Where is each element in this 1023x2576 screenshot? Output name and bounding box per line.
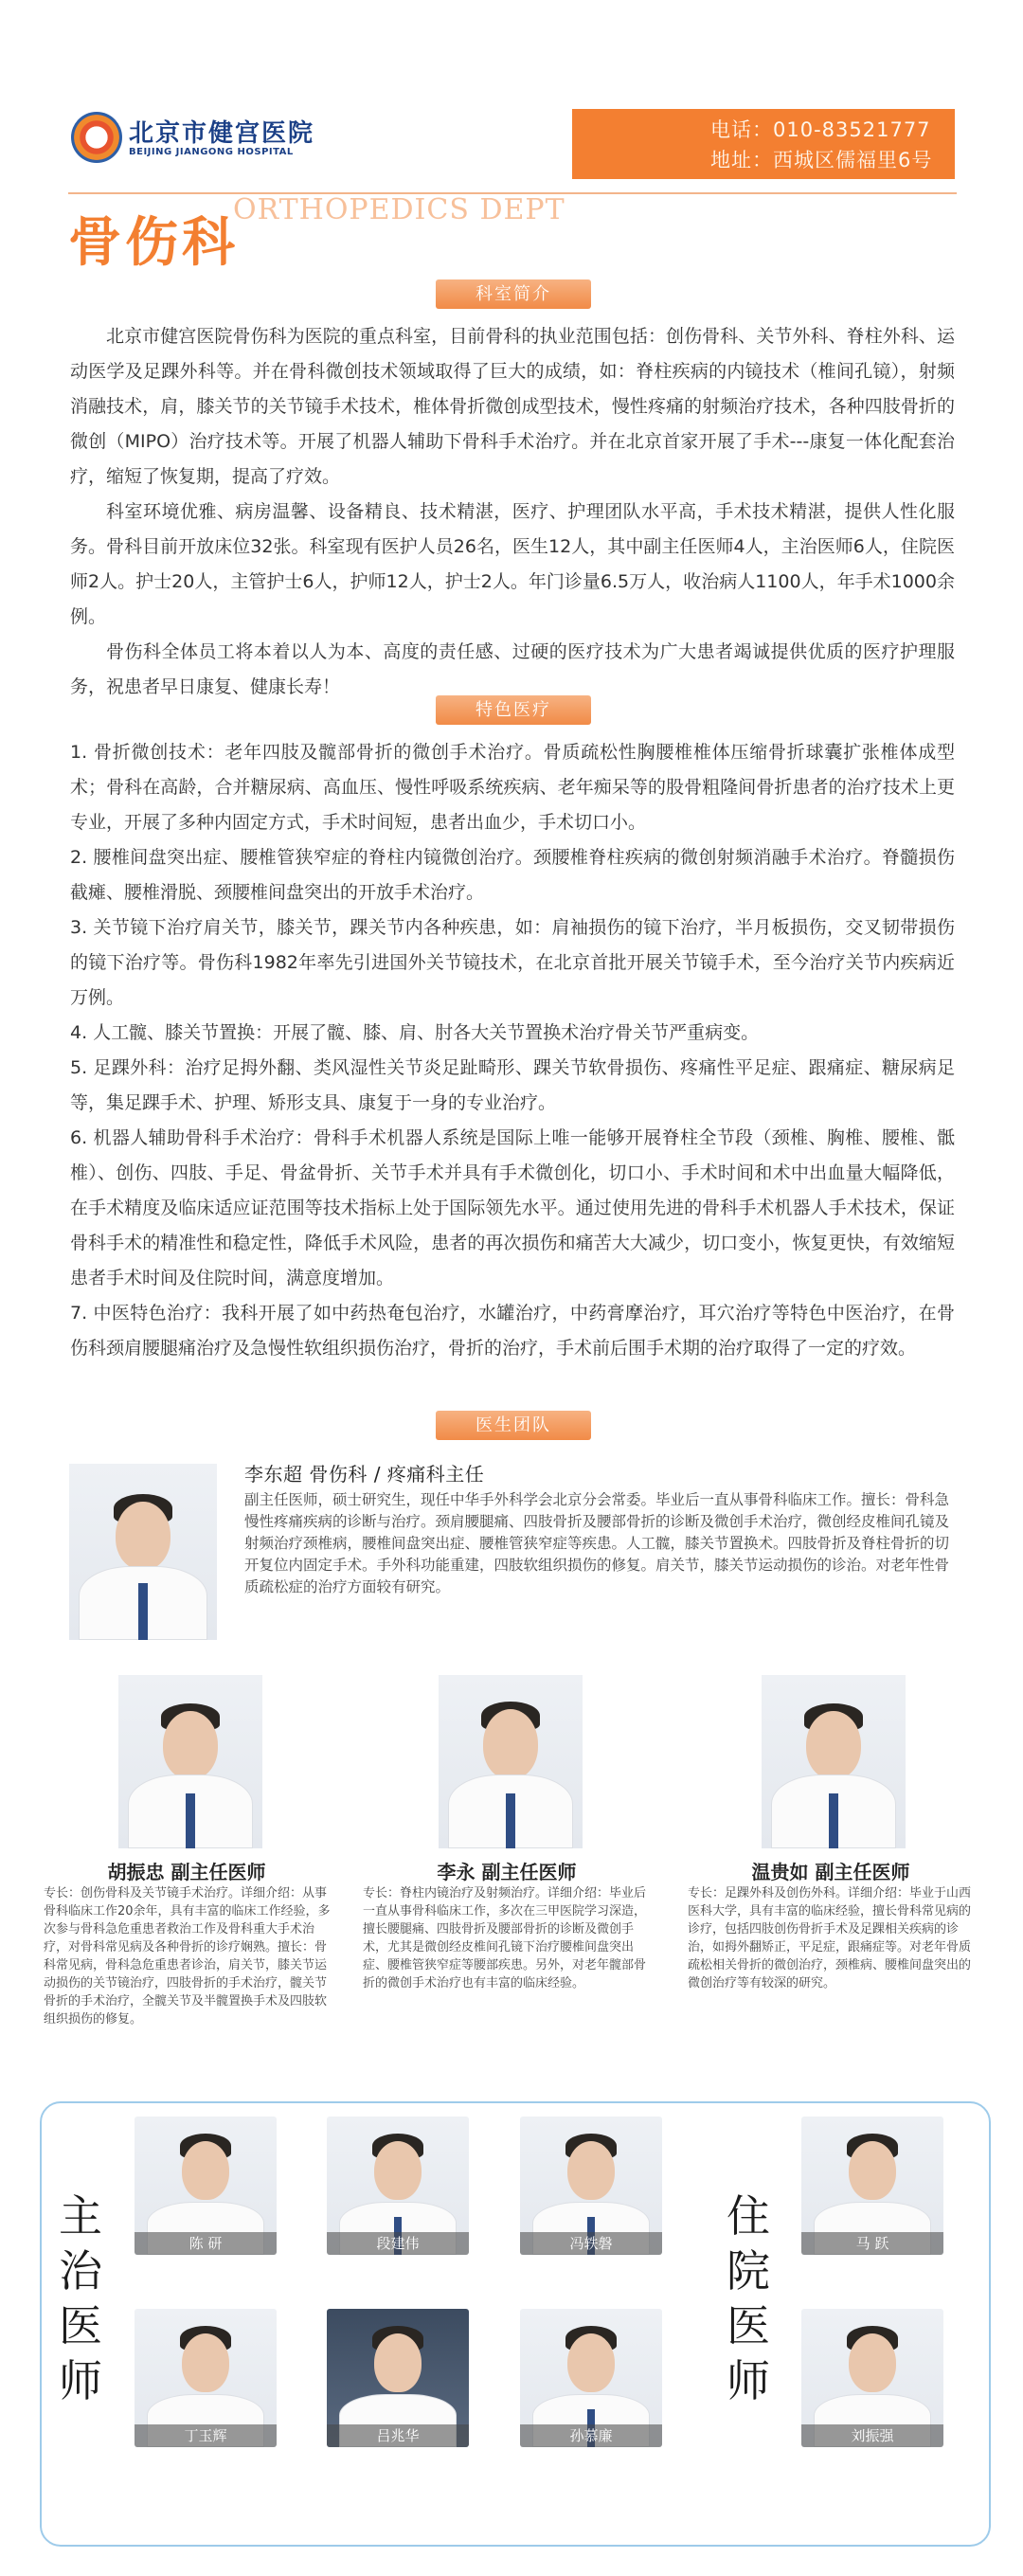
doctor-desc: 专长：创伤骨科及关节镜手术治疗。详细介绍：从事骨科临床工作20余年，具有丰富的临床工作经验，多次参与骨科急危重患者救治工作及骨科重大手术治疗，对骨科常见病及各种骨折的诊疗娴熟。擅长：骨科常见病，骨科急危重患者诊治，肩关节，膝关节运动损伤的关节镜治疗，四肢骨折的手术治疗，髋关节骨折的手术治疗，全髋关节及半髋置换手术及四肢软组织损伤的修复。: [44, 1886, 331, 2027]
doctor-name: 温贵如 副主任医师: [751, 1861, 910, 1883]
section-title: 特色医疗: [476, 700, 551, 720]
doctor-name: 李永 副主任医师: [437, 1861, 577, 1883]
section-header-team: [436, 1411, 591, 1440]
intro-paragraph: 科室环境优雅、病房温馨、设备精良、技术精湛，医疗、护理团队水平高，手术技术精湛，提供人性化服务。骨科目前开放床位32张。科室现有医护人员26名，医生12人，其中副主任医师4人，主治医师6人，住院医师2人。护士20人，主管护士6人，护师12人，护士2人。年门诊量6.5万人，收治病人1100人，年手术1000余例。: [70, 501, 955, 627]
hospital-name: 北京市健宫医院: [129, 119, 315, 148]
team-member-name: 陈 研: [135, 2232, 277, 2255]
feature-item: 1. 骨折微创技术：老年四肢及髋部骨折的微创手术治疗。骨质疏松性胸腰椎椎体压缩骨折球囊扩张椎体成型术；骨科在高龄，合并糖尿病、高血压、慢性呼吸系统疾病、老年痴呆等的股骨粗隆间骨折患者的治疗技术上更专业，开展了多种内固定方式，手术时间短，患者出血少，手术切口小。: [70, 742, 955, 833]
feature-item: 6. 机器人辅助骨科手术治疗：骨科手术机器人系统是国际上唯一能够开展脊柱全节段（颈椎、胸椎、腰椎、骶椎）、创伤、四肢、手足、骨盆骨折、关节手术并具有手术微创化，切口小、手术时间和术中出血量大幅降低，在手术精度及临床适应证范围等技术指标上处于国际领先水平。通过使用先进的骨科手术机器人手术技术，保证骨科手术的精准性和稳定性，降低手术风险，患者的再次损伤和痛苦大大减少，切口变小，恢复更快，有效缩短患者手术时间及住院时间，满意度增加。: [70, 1127, 955, 1288]
doctor-name: 胡振忠 副主任医师: [107, 1861, 266, 1883]
team-member-name: 孙慕廉: [520, 2424, 662, 2447]
page-header: [0, 0, 1023, 189]
feature-item: 3. 关节镜下治疗肩关节，膝关节，踝关节内各种疾患，如：肩袖损伤的镜下治疗，半月板损伤，交叉韧带损伤的镜下治疗等。骨伤科1982年率先引进国外关节镜技术，在北京首批开展关节镜手术，至今治疗关节内疾病近万例。: [70, 917, 955, 1008]
doctor-photo: [439, 1675, 583, 1848]
team-member-card: [801, 2117, 943, 2255]
team-member-card: [520, 2309, 662, 2447]
dept-title-en: ORTHOPEDICS DEPT: [233, 193, 565, 226]
feature-item: 2. 腰椎间盘突出症、腰椎管狭窄症的脊柱内镜微创治疗。颈腰椎脊柱疾病的微创射频消融手术治疗。脊髓损伤截瘫、腰椎滑脱、颈腰椎间盘突出的开放手术治疗。: [70, 847, 955, 903]
team-member-card: [135, 2309, 277, 2447]
feature-item: 4. 人工髋、膝关节置换：开展了髋、膝、肩、肘各大关节置换术治疗骨关节严重病变。: [70, 1022, 760, 1043]
team-member-card: [327, 2309, 469, 2447]
team-member-card: [801, 2309, 943, 2447]
intro-paragraph: 骨伤科全体员工将本着以人为本、高度的责任感、过硬的医疗技术为广大患者竭诚提供优质的医疗护理服务，祝患者早日康复、健康长寿！: [70, 641, 955, 697]
team-member-name: 丁玉辉: [135, 2424, 277, 2447]
doctor-photo: [762, 1675, 906, 1848]
features-list: [70, 735, 955, 1366]
doctor-photo: [118, 1675, 262, 1848]
team-member-name: 刘振强: [801, 2424, 943, 2447]
team-member-name: 吕兆华: [327, 2424, 469, 2447]
section-title: 医生团队: [476, 1415, 551, 1435]
hospital-name-en: BEIJING JIANGONG HOSPITAL: [129, 147, 294, 157]
intro-text: [70, 319, 955, 705]
lead-doctor-desc: 副主任医师，硕士研究生，现任中华手外科学会北京分会常委。毕业后一直从事骨科临床工作。擅长：骨科急慢性疼痛疾病的诊断与治疗。颈肩腰腿痛、四肢骨折及腰部骨折的诊断及微创手术治疗，微创经皮椎间孔镜及射频治疗颈椎病，腰椎间盘突出症、腰椎管狭窄症等疾患。人工髋，膝关节置换术。四肢骨折及脊柱骨折的切开复位内固定手术。手外科功能重建，四肢软组织损伤的修复。肩关节，膝关节运动损伤的诊治。对老年性骨质疏松症的治疗方面较有研究。: [244, 1491, 950, 1595]
address-text: 地址：西城区儒福里6号: [710, 149, 933, 171]
feature-item: 5. 足踝外科：治疗足拇外翻、类风湿性关节炎足趾畸形、踝关节软骨损伤、疼痛性平足症、跟痛症、糖尿病足等，集足踝手术、护理、矫形支具、康复于一身的专业治疗。: [70, 1057, 955, 1113]
team-member-name: 段建伟: [327, 2232, 469, 2255]
section-title: 科室简介: [476, 284, 551, 304]
lead-doctor-name: 李东超 骨伤科 / 疼痛科主任: [244, 1463, 485, 1486]
attending-label: 主 治 医 师: [59, 2190, 102, 2406]
team-member-name: 冯轶磐: [520, 2232, 662, 2255]
team-member-name: 马 跃: [801, 2232, 943, 2255]
team-member-card: [520, 2117, 662, 2255]
team-member-card: [327, 2117, 469, 2255]
intro-paragraph: 北京市健宫医院骨伤科为医院的重点科室，目前骨科的执业范围包括：创伤骨科、关节外科、脊柱外科、运动医学及足踝外科等。并在骨科微创技术领域取得了巨大的成绩，如：脊柱疾病的内镜技术（椎间孔镜），射频消融技术，肩，膝关节的关节镜手术技术，椎体骨折微创成型技术，慢性疼痛的射频治疗技术，各种四肢骨折的微创（MIPO）治疗技术等。开展了机器人辅助下骨科手术治疗。并在北京首家开展了手术---康复一体化配套治疗，缩短了恢复期，提高了疗效。: [70, 326, 955, 487]
section-header-intro: [436, 279, 591, 309]
hospital-logo-icon: [71, 112, 122, 163]
section-header-features: [436, 695, 591, 725]
phone-text: 电话：010-83521777: [710, 118, 931, 141]
feature-item: 7. 中医特色治疗：我科开展了如中药热奄包治疗，水罐治疗，中药膏摩治疗，耳穴治疗等特色中医治疗，在骨伤科颈肩腰腿痛治疗及急慢性软组织损伤治疗，骨折的治疗，手术前后围手术期的治疗取得了一定的疗效。: [70, 1303, 955, 1359]
lead-doctor-photo: [69, 1464, 217, 1640]
doctor-desc: 专长：足踝外科及创伤外科。详细介绍：毕业于山西医科大学，具有丰富的临床经验，擅长骨科常见病的诊疗，包括四肢创伤骨折手术及足踝相关疾病的诊治，如拇外翻矫正，平足症，跟痛症等。对老年骨质疏松相关骨折的微创治疗，颈椎病、腰椎间盘突出的微创治疗等有较深的研究。: [688, 1886, 972, 1991]
dept-title: 骨伤科: [68, 212, 239, 274]
contact-box: [572, 109, 955, 179]
resident-label: 住 院 医 师: [727, 2190, 770, 2406]
doctor-desc: 专长：脊柱内镜治疗及射频治疗。详细介绍：毕业后一直从事骨科临床工作，多次在三甲医院学习深造，擅长腰腿痛、四肢骨折及腰部骨折的诊断及微创手术，尤其是微创经皮椎间孔镜下治疗腰椎间盘突出症、腰椎管狭窄症等腰部疾患。另外，对老年髋部骨折的微创手术治疗也有丰富的临床经验。: [363, 1886, 647, 1991]
team-member-card: [135, 2117, 277, 2255]
